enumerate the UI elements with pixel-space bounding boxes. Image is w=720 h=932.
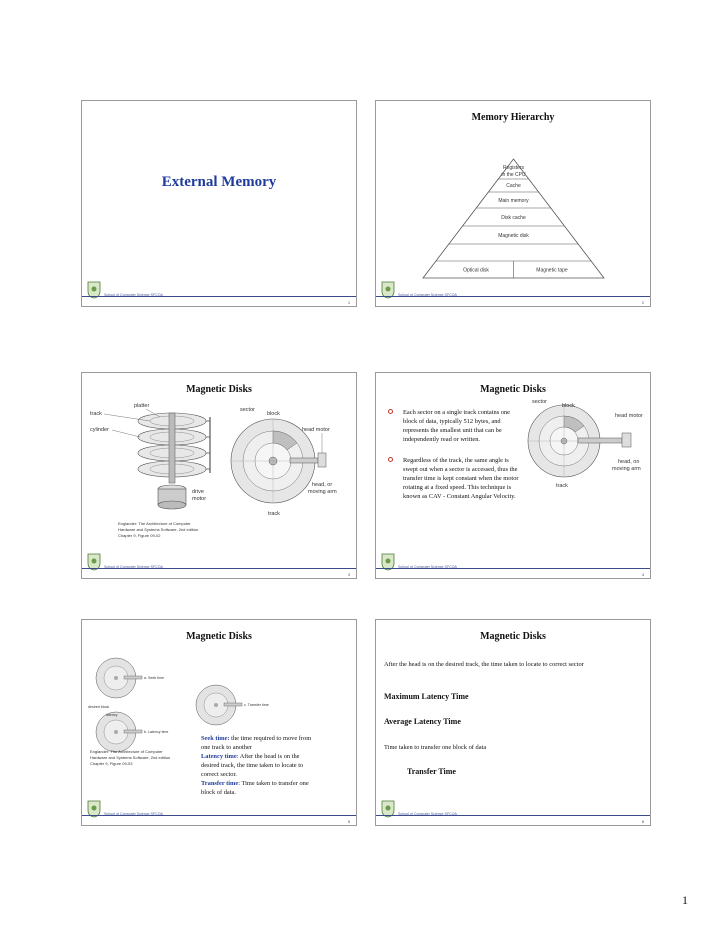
footer-bar bbox=[82, 568, 356, 578]
footer-bar bbox=[376, 568, 650, 578]
seek-disk bbox=[96, 658, 164, 698]
bullet-item: Each sector on a single track contains one block of data, typically 512 bytes, and represents the smallest unit that can be independently read or written. bbox=[386, 408, 519, 444]
figure-caption: Englander: The Architecture of Computer Hardware and Systems Software, 2nd edition Chapter 9, Figure 09-03 bbox=[90, 749, 171, 766]
bullet-circle-icon bbox=[388, 457, 393, 462]
footer-text: School of Computer Science SFCOA bbox=[398, 812, 457, 816]
block-label: block bbox=[562, 403, 575, 409]
transfer-time-heading: Transfer Time bbox=[407, 767, 456, 776]
slide-title: Memory Hierarchy bbox=[471, 112, 555, 123]
latency-time-term: Latency time bbox=[201, 753, 237, 760]
latency-disk bbox=[88, 705, 168, 752]
seek-time-desc: the time required to move from one track to another bbox=[201, 735, 312, 751]
seek-figure-label: a. Seek time bbox=[144, 676, 164, 680]
disk-sector-figure bbox=[516, 397, 648, 489]
disk-cache-label: Disk cache bbox=[501, 215, 526, 221]
caption-line: Chapter 9, Figure 09-02 bbox=[118, 533, 161, 538]
avg-latency-heading: Average Latency Time bbox=[384, 717, 461, 726]
max-latency-heading: Maximum Latency Time bbox=[384, 692, 469, 701]
sector-label: sector bbox=[532, 399, 547, 405]
bullet-item: Regardless of the track, the same angle is swept out when a sector is accessed, thus the transfer time is kept constant when the motor rotating at a fixed speed. This technique is known as CAV - Constant Angular Velocity. bbox=[386, 456, 519, 501]
registers-label: Registers bbox=[502, 165, 525, 171]
track-label: track bbox=[556, 483, 568, 489]
transfer-figure-label: c. Transfer time bbox=[244, 703, 269, 707]
drive-motor-label-2: motor bbox=[192, 496, 207, 502]
slide-1 bbox=[81, 100, 357, 307]
slide-number: 6 bbox=[642, 820, 644, 824]
slide-number: 4 bbox=[642, 573, 644, 577]
slide-number: 5 bbox=[348, 820, 350, 824]
footer-bar bbox=[82, 815, 356, 825]
main-memory-label: Main memory bbox=[498, 198, 529, 204]
head-label-2: moving arm bbox=[308, 489, 337, 495]
track-label: track bbox=[90, 411, 102, 417]
head-motor-label: head motor bbox=[302, 427, 330, 433]
slide-6 bbox=[375, 619, 651, 826]
footer-bar bbox=[376, 296, 650, 306]
registers-label-2: in the CPU bbox=[501, 172, 526, 178]
magnetic-tape-label: Magnetic tape bbox=[536, 267, 568, 274]
footer-text: School of Computer Science SFCOA bbox=[104, 565, 163, 569]
head-label: head, or bbox=[312, 482, 333, 488]
footer-bar bbox=[82, 296, 356, 306]
page-number: 1 bbox=[682, 893, 688, 907]
platter-label: platter bbox=[134, 403, 150, 409]
disk-platter-figure bbox=[90, 403, 350, 541]
transfer-time-term: Transfer time bbox=[201, 780, 239, 787]
head-motor-label: head motor bbox=[615, 413, 643, 419]
sector-label: sector bbox=[240, 407, 255, 413]
latency-figure-label: b. Latency time bbox=[144, 730, 169, 734]
slide-title: Magnetic Disks bbox=[480, 384, 546, 395]
footer-text: School of Computer Science SFCOA bbox=[104, 812, 163, 816]
definitions-text bbox=[201, 734, 313, 797]
slide-title: Magnetic Disks bbox=[186, 384, 252, 395]
footer-text: School of Computer Science SFCOA bbox=[398, 565, 457, 569]
caption-line: Englander: The Architecture of Computer bbox=[118, 521, 191, 526]
magnetic-disk-label: Magnetic disk bbox=[498, 233, 529, 239]
latency-time-desc: : After the head is on the desired track, the time taken to locate to correct sector. bbox=[201, 753, 304, 778]
slide-number: 2 bbox=[642, 301, 644, 305]
slide-2 bbox=[375, 100, 651, 307]
transfer-time-desc: : Time taken to transfer one block of data. bbox=[201, 780, 309, 796]
transfer-disk bbox=[196, 685, 269, 725]
head-label: head, on bbox=[618, 459, 640, 465]
slide-5 bbox=[81, 619, 357, 826]
cylinder-label: cylinder bbox=[90, 427, 109, 433]
slide-3 bbox=[81, 372, 357, 579]
latency-small-label: latency bbox=[106, 713, 118, 717]
slide-title: Magnetic Disks bbox=[480, 631, 546, 642]
cache-label: Cache bbox=[506, 183, 521, 189]
slide-title: Magnetic Disks bbox=[186, 631, 252, 642]
optical-disk-label: Optical disk bbox=[463, 267, 489, 274]
slide-title: External Memory bbox=[161, 174, 277, 190]
footer-bar bbox=[376, 815, 650, 825]
bullet-circle-icon bbox=[388, 409, 393, 414]
latency-intro: After the head is on the desired track, the time taken to locate to correct sector bbox=[384, 661, 584, 668]
slide-number: 3 bbox=[348, 573, 350, 577]
transfer-intro: Time taken to transfer one block of data bbox=[384, 744, 487, 751]
slide-number: 1 bbox=[348, 301, 350, 305]
caption-line: Hardware and Systems Software, 2nd edition bbox=[118, 527, 199, 532]
slide-4 bbox=[375, 372, 651, 579]
seek-time-term: Seek time: bbox=[201, 735, 230, 742]
memory-hierarchy-pyramid bbox=[421, 156, 606, 283]
footer-text: School of Computer Science SFCOA bbox=[398, 293, 457, 297]
footer-text: School of Computer Science SFCOA bbox=[104, 293, 163, 297]
track-label-2: track bbox=[268, 511, 280, 517]
block-label: block bbox=[267, 411, 280, 417]
drive-motor-label: drive bbox=[192, 489, 204, 495]
head-label-2: moving arm bbox=[612, 466, 641, 472]
desired-block-label: desired block bbox=[88, 705, 110, 709]
bullet-list bbox=[386, 408, 519, 513]
